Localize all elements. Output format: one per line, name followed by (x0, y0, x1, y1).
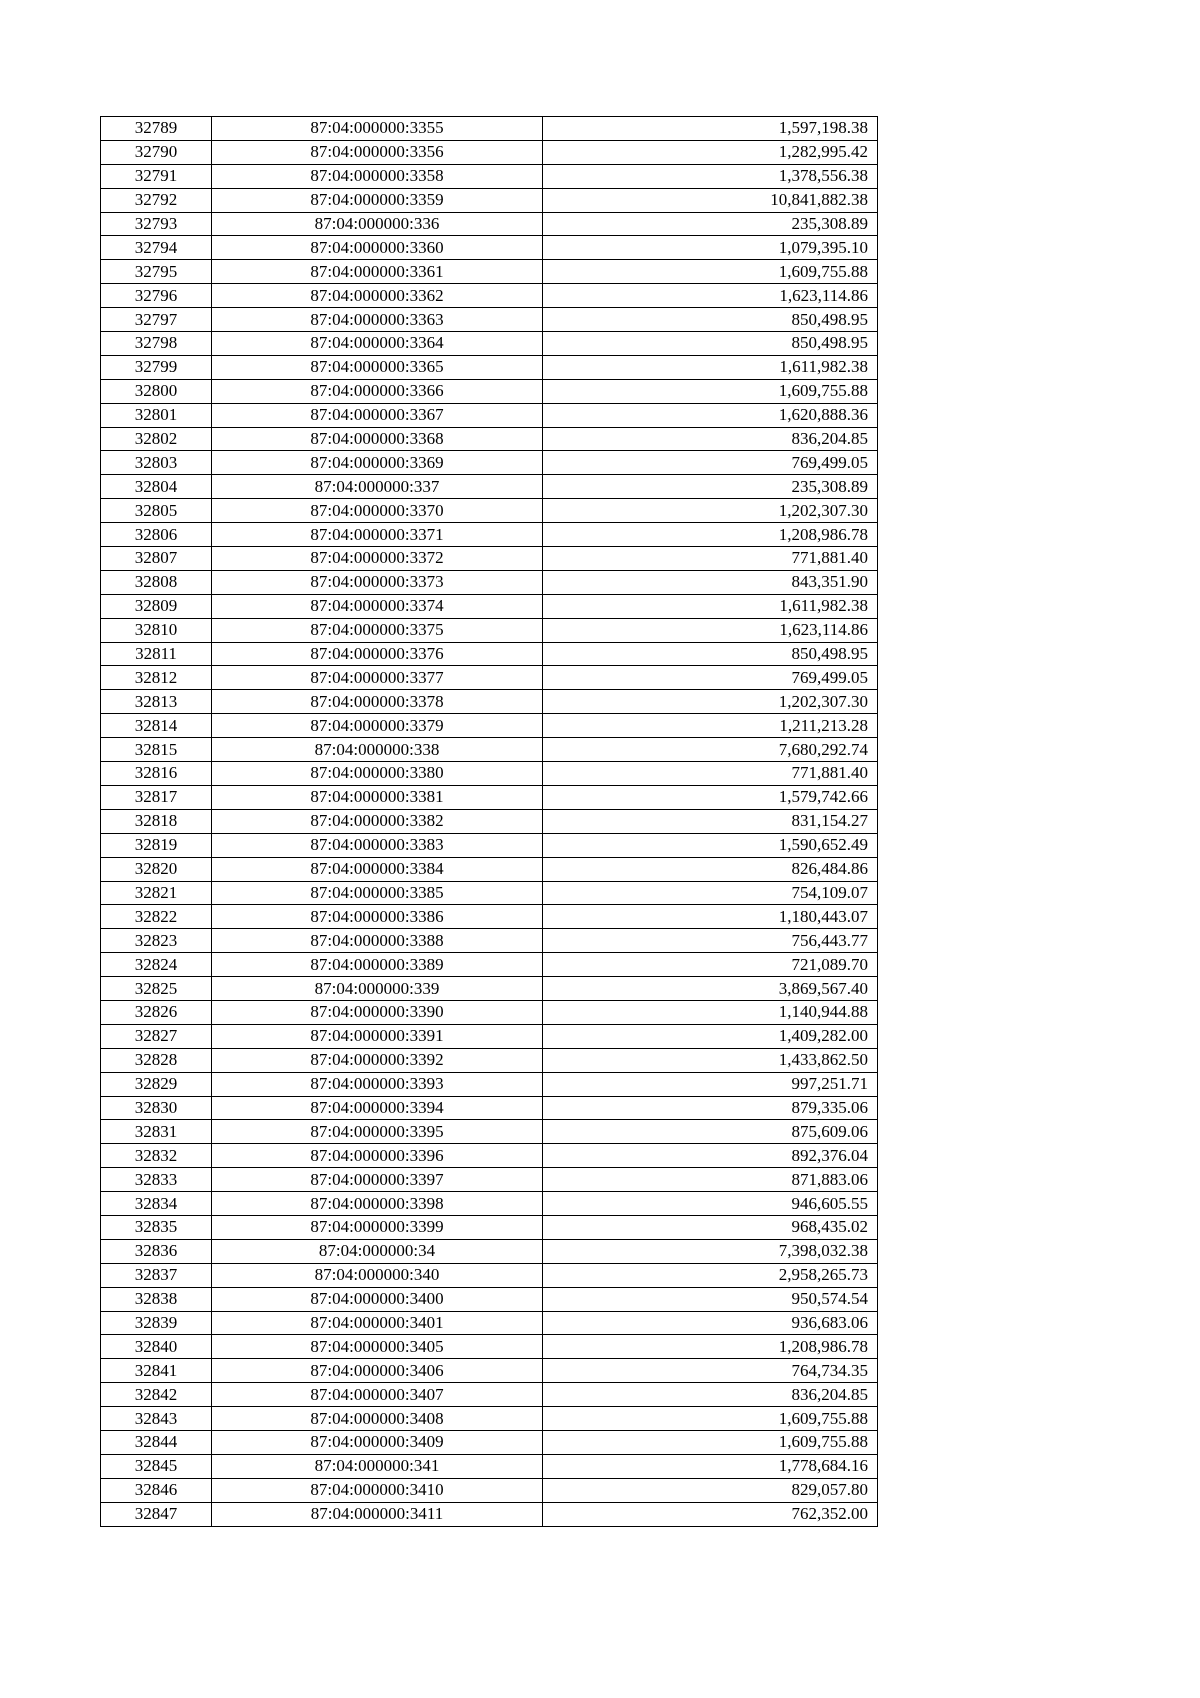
value-cell: 1,433,862.50 (543, 1048, 878, 1072)
value-cell: 1,180,443.07 (543, 905, 878, 929)
value-cell: 1,211,213.28 (543, 714, 878, 738)
row-number-cell: 32811 (101, 642, 212, 666)
table-row (101, 953, 878, 977)
value-cell: 826,484.86 (543, 857, 878, 881)
value-cell: 2,958,265.73 (543, 1263, 878, 1287)
value-cell: 968,435.02 (543, 1215, 878, 1239)
value-cell: 7,680,292.74 (543, 738, 878, 762)
table-row (101, 809, 878, 833)
cadastral-number-cell: 87:04:000000:3390 (212, 1000, 543, 1024)
table-row (101, 1430, 878, 1454)
row-number-cell: 32817 (101, 785, 212, 809)
value-cell: 235,308.89 (543, 475, 878, 499)
value-cell: 721,089.70 (543, 953, 878, 977)
row-number-cell: 32824 (101, 953, 212, 977)
table-row (101, 1478, 878, 1502)
row-number-cell: 32808 (101, 570, 212, 594)
row-number-cell: 32823 (101, 929, 212, 953)
cadastral-number-cell: 87:04:000000:337 (212, 475, 543, 499)
cadastral-number-cell: 87:04:000000:3411 (212, 1502, 543, 1526)
row-number-cell: 32813 (101, 690, 212, 714)
row-number-cell: 32803 (101, 451, 212, 475)
table-row (101, 977, 878, 1001)
cadastral-number-cell: 87:04:000000:3373 (212, 570, 543, 594)
table-row (101, 714, 878, 738)
cadastral-number-cell: 87:04:000000:3379 (212, 714, 543, 738)
cadastral-number-cell: 87:04:000000:3372 (212, 547, 543, 571)
table-row (101, 618, 878, 642)
table-row (101, 403, 878, 427)
row-number-cell: 32797 (101, 308, 212, 332)
value-cell: 1,611,982.38 (543, 355, 878, 379)
value-cell: 7,398,032.38 (543, 1239, 878, 1263)
cadastral-number-cell: 87:04:000000:3393 (212, 1072, 543, 1096)
value-cell: 1,609,755.88 (543, 379, 878, 403)
value-cell: 850,498.95 (543, 642, 878, 666)
value-cell: 769,499.05 (543, 666, 878, 690)
value-cell: 754,109.07 (543, 881, 878, 905)
row-number-cell: 32825 (101, 977, 212, 1001)
cadastral-number-cell: 87:04:000000:336 (212, 212, 543, 236)
row-number-cell: 32819 (101, 833, 212, 857)
value-cell: 1,620,888.36 (543, 403, 878, 427)
row-number-cell: 32822 (101, 905, 212, 929)
row-number-cell: 32793 (101, 212, 212, 236)
table-row (101, 355, 878, 379)
value-cell: 836,204.85 (543, 1383, 878, 1407)
row-number-cell: 32838 (101, 1287, 212, 1311)
value-cell: 1,609,755.88 (543, 260, 878, 284)
table-row (101, 929, 878, 953)
table-row (101, 212, 878, 236)
cadastral-number-cell: 87:04:000000:338 (212, 738, 543, 762)
cadastral-number-cell: 87:04:000000:3398 (212, 1192, 543, 1216)
table-row (101, 1287, 878, 1311)
table-row (101, 451, 878, 475)
row-number-cell: 32792 (101, 188, 212, 212)
row-number-cell: 32830 (101, 1096, 212, 1120)
row-number-cell: 32845 (101, 1454, 212, 1478)
row-number-cell: 32802 (101, 427, 212, 451)
cadastral-number-cell: 87:04:000000:339 (212, 977, 543, 1001)
table-row (101, 1502, 878, 1526)
value-cell: 769,499.05 (543, 451, 878, 475)
data-table (100, 116, 878, 1527)
table-row (101, 523, 878, 547)
row-number-cell: 32815 (101, 738, 212, 762)
value-cell: 875,609.06 (543, 1120, 878, 1144)
table-row (101, 666, 878, 690)
row-number-cell: 32836 (101, 1239, 212, 1263)
value-cell: 879,335.06 (543, 1096, 878, 1120)
table-row (101, 1407, 878, 1431)
table-row (101, 1120, 878, 1144)
table-row (101, 1168, 878, 1192)
value-cell: 871,883.06 (543, 1168, 878, 1192)
table-row (101, 1335, 878, 1359)
row-number-cell: 32846 (101, 1478, 212, 1502)
value-cell: 1,609,755.88 (543, 1407, 878, 1431)
table-row (101, 164, 878, 188)
table-row (101, 762, 878, 786)
value-cell: 1,597,198.38 (543, 117, 878, 141)
cadastral-number-cell: 87:04:000000:3366 (212, 379, 543, 403)
value-cell: 1,623,114.86 (543, 284, 878, 308)
row-number-cell: 32826 (101, 1000, 212, 1024)
table-row (101, 1192, 878, 1216)
row-number-cell: 32834 (101, 1192, 212, 1216)
value-cell: 831,154.27 (543, 809, 878, 833)
cadastral-number-cell: 87:04:000000:3368 (212, 427, 543, 451)
table-row (101, 1239, 878, 1263)
value-cell: 1,778,684.16 (543, 1454, 878, 1478)
row-number-cell: 32827 (101, 1024, 212, 1048)
row-number-cell: 32842 (101, 1383, 212, 1407)
cadastral-number-cell: 87:04:000000:3406 (212, 1359, 543, 1383)
table-row (101, 1048, 878, 1072)
table-row (101, 140, 878, 164)
table-row (101, 117, 878, 141)
cadastral-number-cell: 87:04:000000:3392 (212, 1048, 543, 1072)
cadastral-number-cell: 87:04:000000:34 (212, 1239, 543, 1263)
value-cell: 1,378,556.38 (543, 164, 878, 188)
value-cell: 235,308.89 (543, 212, 878, 236)
row-number-cell: 32790 (101, 140, 212, 164)
cadastral-number-cell: 87:04:000000:3356 (212, 140, 543, 164)
table-row (101, 499, 878, 523)
table-row (101, 475, 878, 499)
table-row (101, 1454, 878, 1478)
cadastral-number-cell: 87:04:000000:3399 (212, 1215, 543, 1239)
row-number-cell: 32843 (101, 1407, 212, 1431)
table-row (101, 738, 878, 762)
cadastral-number-cell: 87:04:000000:3360 (212, 236, 543, 260)
row-number-cell: 32791 (101, 164, 212, 188)
cadastral-number-cell: 87:04:000000:3407 (212, 1383, 543, 1407)
value-cell: 1,590,652.49 (543, 833, 878, 857)
row-number-cell: 32789 (101, 117, 212, 141)
value-cell: 1,609,755.88 (543, 1430, 878, 1454)
row-number-cell: 32798 (101, 332, 212, 356)
table-row (101, 905, 878, 929)
table-row (101, 1000, 878, 1024)
row-number-cell: 32837 (101, 1263, 212, 1287)
value-cell: 756,443.77 (543, 929, 878, 953)
value-cell: 1,202,307.30 (543, 499, 878, 523)
table-row (101, 881, 878, 905)
row-number-cell: 32840 (101, 1335, 212, 1359)
table-row (101, 857, 878, 881)
row-number-cell: 32844 (101, 1430, 212, 1454)
table-row (101, 260, 878, 284)
row-number-cell: 32847 (101, 1502, 212, 1526)
row-number-cell: 32839 (101, 1311, 212, 1335)
value-cell: 1,282,995.42 (543, 140, 878, 164)
value-cell: 997,251.71 (543, 1072, 878, 1096)
table-row (101, 570, 878, 594)
row-number-cell: 32804 (101, 475, 212, 499)
table-row (101, 284, 878, 308)
cadastral-number-cell: 87:04:000000:3378 (212, 690, 543, 714)
value-cell: 1,611,982.38 (543, 594, 878, 618)
cadastral-number-cell: 87:04:000000:3385 (212, 881, 543, 905)
table-row (101, 1072, 878, 1096)
value-cell: 850,498.95 (543, 308, 878, 332)
cadastral-number-cell: 87:04:000000:3376 (212, 642, 543, 666)
row-number-cell: 32814 (101, 714, 212, 738)
cadastral-number-cell: 87:04:000000:3377 (212, 666, 543, 690)
value-cell: 1,079,395.10 (543, 236, 878, 260)
row-number-cell: 32795 (101, 260, 212, 284)
table-row (101, 642, 878, 666)
value-cell: 1,409,282.00 (543, 1024, 878, 1048)
table-row (101, 1359, 878, 1383)
table-row (101, 236, 878, 260)
row-number-cell: 32807 (101, 547, 212, 571)
table-row (101, 427, 878, 451)
cadastral-number-cell: 87:04:000000:3395 (212, 1120, 543, 1144)
value-cell: 771,881.40 (543, 762, 878, 786)
cadastral-number-cell: 87:04:000000:3367 (212, 403, 543, 427)
table-row (101, 1383, 878, 1407)
cadastral-number-cell: 87:04:000000:3365 (212, 355, 543, 379)
row-number-cell: 32818 (101, 809, 212, 833)
value-cell: 10,841,882.38 (543, 188, 878, 212)
cadastral-number-cell: 87:04:000000:3409 (212, 1430, 543, 1454)
cadastral-number-cell: 87:04:000000:3362 (212, 284, 543, 308)
table-row (101, 1311, 878, 1335)
data-table-body (101, 117, 878, 1527)
row-number-cell: 32835 (101, 1215, 212, 1239)
cadastral-number-cell: 87:04:000000:3391 (212, 1024, 543, 1048)
cadastral-number-cell: 87:04:000000:3370 (212, 499, 543, 523)
cadastral-number-cell: 87:04:000000:3369 (212, 451, 543, 475)
table-row (101, 1096, 878, 1120)
cadastral-number-cell: 87:04:000000:3382 (212, 809, 543, 833)
cadastral-number-cell: 87:04:000000:3371 (212, 523, 543, 547)
row-number-cell: 32796 (101, 284, 212, 308)
table-row (101, 1263, 878, 1287)
cadastral-number-cell: 87:04:000000:341 (212, 1454, 543, 1478)
table-row (101, 1024, 878, 1048)
value-cell: 762,352.00 (543, 1502, 878, 1526)
value-cell: 1,140,944.88 (543, 1000, 878, 1024)
cadastral-number-cell: 87:04:000000:3363 (212, 308, 543, 332)
value-cell: 3,869,567.40 (543, 977, 878, 1001)
cadastral-number-cell: 87:04:000000:3359 (212, 188, 543, 212)
row-number-cell: 32831 (101, 1120, 212, 1144)
value-cell: 850,498.95 (543, 332, 878, 356)
row-number-cell: 32794 (101, 236, 212, 260)
table-row (101, 547, 878, 571)
row-number-cell: 32833 (101, 1168, 212, 1192)
table-row (101, 188, 878, 212)
row-number-cell: 32821 (101, 881, 212, 905)
row-number-cell: 32805 (101, 499, 212, 523)
value-cell: 1,208,986.78 (543, 523, 878, 547)
row-number-cell: 32801 (101, 403, 212, 427)
value-cell: 1,202,307.30 (543, 690, 878, 714)
cadastral-number-cell: 87:04:000000:3361 (212, 260, 543, 284)
table-row (101, 594, 878, 618)
cadastral-number-cell: 87:04:000000:3358 (212, 164, 543, 188)
cadastral-number-cell: 87:04:000000:3380 (212, 762, 543, 786)
row-number-cell: 32809 (101, 594, 212, 618)
table-row (101, 690, 878, 714)
cadastral-number-cell: 87:04:000000:3397 (212, 1168, 543, 1192)
cadastral-number-cell: 87:04:000000:3384 (212, 857, 543, 881)
cadastral-number-cell: 87:04:000000:3408 (212, 1407, 543, 1431)
value-cell: 892,376.04 (543, 1144, 878, 1168)
cadastral-number-cell: 87:04:000000:3355 (212, 117, 543, 141)
value-cell: 771,881.40 (543, 547, 878, 571)
cadastral-number-cell: 87:04:000000:3396 (212, 1144, 543, 1168)
cadastral-number-cell: 87:04:000000:3401 (212, 1311, 543, 1335)
row-number-cell: 32829 (101, 1072, 212, 1096)
cadastral-number-cell: 87:04:000000:3400 (212, 1287, 543, 1311)
table-row (101, 1144, 878, 1168)
cadastral-number-cell: 87:04:000000:3394 (212, 1096, 543, 1120)
table-row (101, 833, 878, 857)
row-number-cell: 32799 (101, 355, 212, 379)
value-cell: 836,204.85 (543, 427, 878, 451)
row-number-cell: 32828 (101, 1048, 212, 1072)
table-row (101, 308, 878, 332)
cadastral-number-cell: 87:04:000000:3375 (212, 618, 543, 642)
cadastral-number-cell: 87:04:000000:3383 (212, 833, 543, 857)
cadastral-number-cell: 87:04:000000:3389 (212, 953, 543, 977)
value-cell: 1,623,114.86 (543, 618, 878, 642)
value-cell: 936,683.06 (543, 1311, 878, 1335)
table-row (101, 332, 878, 356)
table-row (101, 1215, 878, 1239)
value-cell: 764,734.35 (543, 1359, 878, 1383)
row-number-cell: 32806 (101, 523, 212, 547)
row-number-cell: 32812 (101, 666, 212, 690)
row-number-cell: 32841 (101, 1359, 212, 1383)
cadastral-number-cell: 87:04:000000:3410 (212, 1478, 543, 1502)
cadastral-number-cell: 87:04:000000:3405 (212, 1335, 543, 1359)
table-row (101, 785, 878, 809)
value-cell: 843,351.90 (543, 570, 878, 594)
cadastral-number-cell: 87:04:000000:3381 (212, 785, 543, 809)
value-cell: 946,605.55 (543, 1192, 878, 1216)
row-number-cell: 32832 (101, 1144, 212, 1168)
row-number-cell: 32810 (101, 618, 212, 642)
row-number-cell: 32800 (101, 379, 212, 403)
cadastral-number-cell: 87:04:000000:3386 (212, 905, 543, 929)
value-cell: 1,208,986.78 (543, 1335, 878, 1359)
cadastral-number-cell: 87:04:000000:3388 (212, 929, 543, 953)
value-cell: 1,579,742.66 (543, 785, 878, 809)
cadastral-number-cell: 87:04:000000:3374 (212, 594, 543, 618)
value-cell: 950,574.54 (543, 1287, 878, 1311)
row-number-cell: 32816 (101, 762, 212, 786)
table-row (101, 379, 878, 403)
cadastral-number-cell: 87:04:000000:340 (212, 1263, 543, 1287)
row-number-cell: 32820 (101, 857, 212, 881)
value-cell: 829,057.80 (543, 1478, 878, 1502)
cadastral-number-cell: 87:04:000000:3364 (212, 332, 543, 356)
